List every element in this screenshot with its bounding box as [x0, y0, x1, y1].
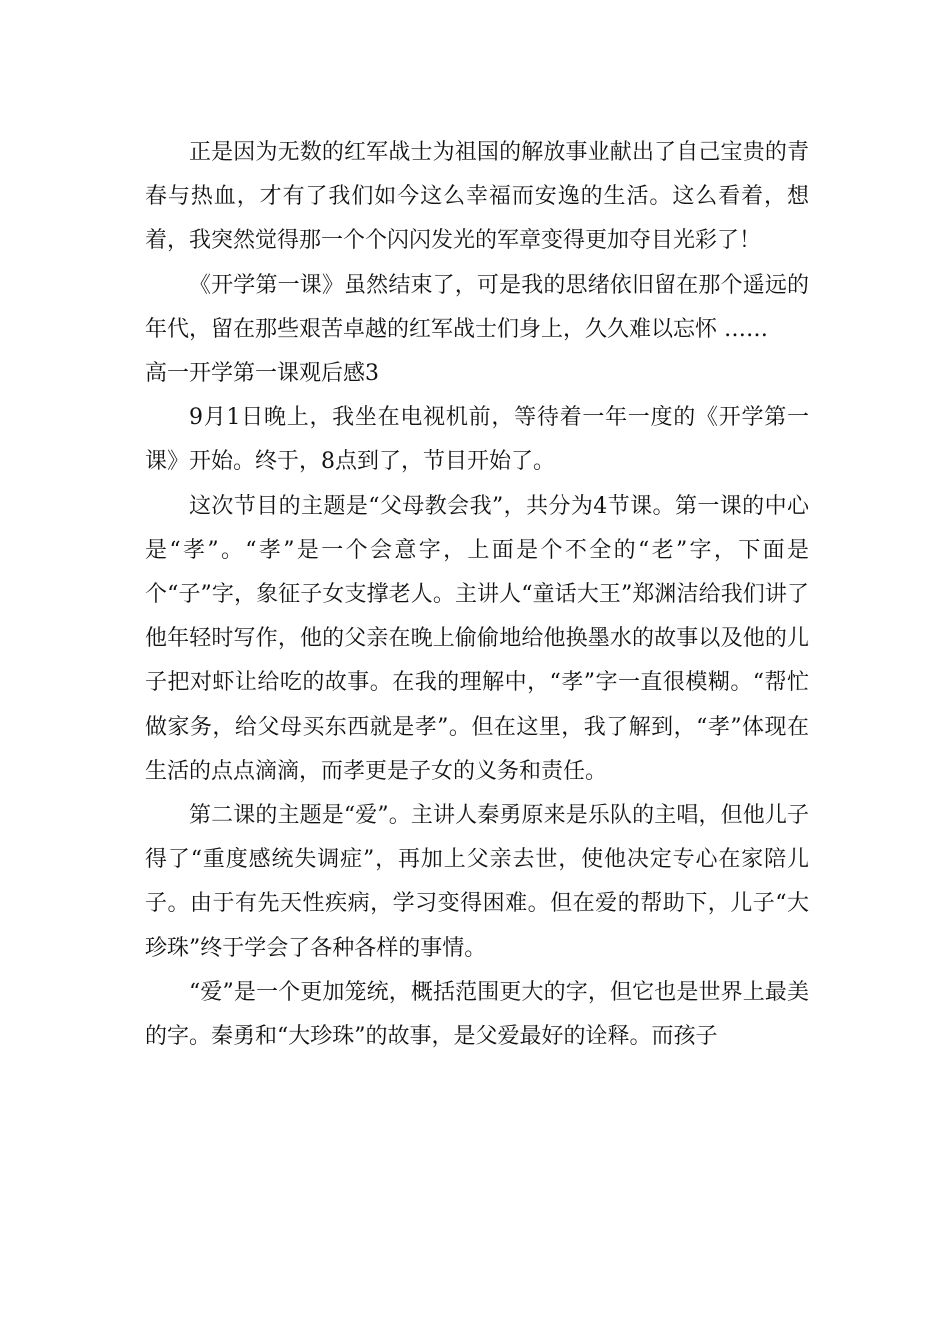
paragraph-2: 《开学第一课》虽然结束了，可是我的思绪依旧留在那个遥远的年代，留在那些艰苦卓越的红军战士们身上，久久难以忘怀 …… — [145, 272, 809, 342]
section-title: 高一开学第一课观后感3 — [145, 361, 379, 387]
paragraph-5: 第二课的主题是“爱”。主讲人秦勇原来是乐队的主唱，但他儿子得了“重度感统失调症”，再加上父亲去世，使他决定专心在家陪儿子。由于有先天性疾病，学习变得困难。但在爱的帮助下，儿子“大珍珠”终于学会了各种各样的事情。 — [145, 803, 809, 961]
paragraph-6: “爱”是一个更加笼统，概括范围更大的字，但它也是世界上最美的字。秦勇和“大珍珠”的故事，是父爱最好的诠释。而孩子 — [145, 979, 809, 1050]
paragraph-1: 正是因为无数的红军战士为祖国的解放事业献出了自己宝贵的青春与热血，才有了我们如今这么幸福而安逸的生活。这么看着，想着，我突然觉得那一个个闪闪发光的军章变得更加夺目光彩了！ — [145, 140, 809, 254]
paragraph-4: 这次节目的主题是“父母教会我”，共分为4节课。第一课的中心是“孝”。“孝”是一个会意字，上面是个不全的“老”字，下面是个“子”字，象征子女支撑老人。主讲人“童话大王”郑渊洁给我们讲了他年轻时写作，他的父亲在晚上偷偷地给他换墨水的故事以及他的儿子把对虾让给吃的故事。在我的理解中，“孝”字一直很模糊。“帮忙做家务，给父母买东西就是孝”。但在这里，我了解到，“孝”体现在生活的点点滴滴，而孝更是子女的义务和责任。 — [145, 493, 809, 784]
document-page — [145, 131, 809, 1059]
paragraph-3: 9月1日晚上，我坐在电视机前，等待着一年一度的《开学第一课》开始。终于，8点到了，节目开始了。 — [145, 405, 809, 475]
